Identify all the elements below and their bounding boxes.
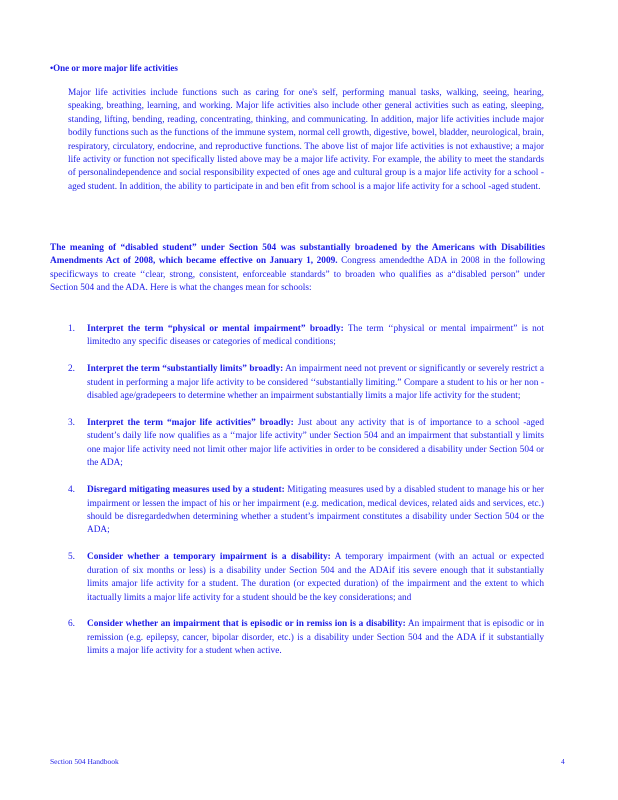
list-item xyxy=(68,363,544,403)
list-number: 1. xyxy=(68,324,75,334)
list-number: 2. xyxy=(68,364,75,375)
list-text: A temporary impairment (with an actual or expected duration of six months or less) is a disability under Section 504 and the ADAif itis severe enough that it substantially limits amajor life activity for a student. The duration (or expected duration) of the impairment and the extent to which itactually limits a major life activity for a student should be the key considerations; and xyxy=(87,552,544,603)
list-text: Just about any activity that is of importance to a school -aged student’s daily life now qualifies as a ‘‘major life activity” under Section 504 and an impairment that substantiall y limits one major life activity need not limit other major life activities in order to be considered a disability under Section 504 or the ADA; xyxy=(87,418,544,469)
list-text: An impairment need not prevent or significantly or severely restrict a student in performing a major life activity to be considered ‘‘substantially limiting.” Compare a student to his or her non - disabled age/gradepeers to determine whether an impairment substantially limits a major life activity for the student; xyxy=(87,364,544,402)
list-number: 3. xyxy=(68,418,75,429)
list-term: Interpret the term “substantially limits” broadly: xyxy=(87,364,284,375)
major-life-activities-paragraph: Major life activities include functions such as caring for one's self, performing manual tasks, walking, seeing, hearing, speaking, breathing, learning, and working. Major life activities also include other general activities such as eating, sleeping, standing, lifting, bending, reading, concentrating, thinking, and communicating. In addition, major life activities include major bodily functions such as the functions of the immune system, normal cell growth, digestive, bowel, bladder, neurological, brain, respiratory, circulatory, endocrine, and reproductive functions. The above list of major life activities is not exhaustive; a major life activity or function not specifically listed above may be a major life activity. For example, the ability to meet the standards of personalindependence and social responsibility expected of ones age and cultural group is a major life activity for a school -aged student. In addition, the ability to participate in and ben efit from school is a major life activity for a school -aged student. xyxy=(68,88,544,192)
list-text: The term ‘‘physical or mental impairment” is not limitedto any specific diseases or categories of medical conditions; xyxy=(87,324,544,348)
list-term: Disregard mitigating measures used by a student: xyxy=(87,485,285,496)
list-item xyxy=(68,323,544,350)
list-number: 4. xyxy=(68,485,75,496)
paragraph-rest: Congress amendedthe ADA in 2008 in the following specificways to create ‘‘clear, strong, consistent, enforceable standards” to broaden who qualifies as a“disabled person” under Section 504 and the ADA. Here is what the changes mean for schools: xyxy=(50,256,545,294)
disabled-student-meaning-paragraph xyxy=(50,242,545,296)
page-number: 4 xyxy=(561,757,565,766)
list-item xyxy=(68,417,544,471)
changes-list xyxy=(68,323,544,672)
list-number: 5. xyxy=(68,552,75,563)
list-term: Consider whether an impairment that is episodic or in remiss ion is a disability: xyxy=(87,619,406,630)
list-text: An impairment that is episodic or in remission (e.g. epilepsy, cancer, bipolar disorder, etc.) is a disability under Section 504 and the ADA if it substantially limits a major life activity for a student when active. xyxy=(87,619,545,657)
list-term: Interpret the term “major life activities” broadly: xyxy=(87,418,294,429)
list-item xyxy=(68,551,544,605)
list-number: 6. xyxy=(68,619,75,630)
section-heading: •One or more major life activities xyxy=(50,63,178,73)
footer-title: Section 504 Handbook xyxy=(50,757,119,766)
list-term: Interpret the term “physical or mental impairment” broadly: xyxy=(87,324,344,334)
list-text: Mitigating measures used by a disabled student to manage his or her impairment or lessen the impact of his or her impairment (e.g. medication, medical devices, related aids and services, etc.) should be disregardedwhen determining whether a student’s impairment constitutes a disability under Section 504 or the ADA; xyxy=(87,485,544,536)
list-item xyxy=(68,484,544,538)
list-term: Consider whether a temporary impairment is a disability: xyxy=(87,552,331,563)
list-item xyxy=(68,618,544,658)
paragraph-lead: The meaning of “disabled student” under Section 504 was substantially broadened by the Americans with Disabilities Amendments Act of 2008, which became effective on January 1, 2009. xyxy=(50,243,545,267)
